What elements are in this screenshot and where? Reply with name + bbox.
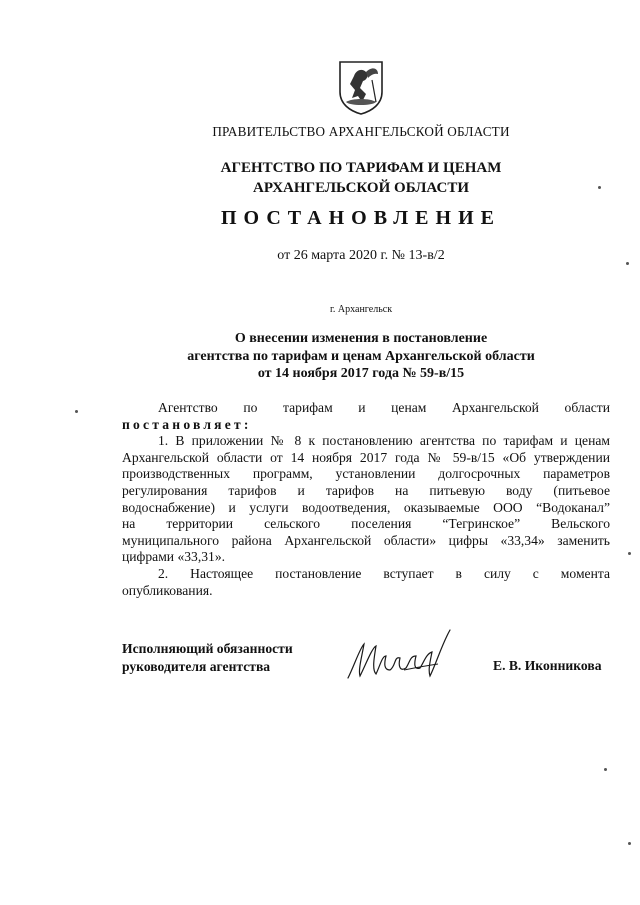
document-subject (0, 330, 640, 383)
p1-line: 1. В приложении № 8 к постановлению агентства по тарифам и ценам (158, 433, 610, 449)
subject-line2: агентства по тарифам и ценам Архангельской области (187, 348, 535, 364)
document-date-number: от 26 марта 2020 г. № 13-в/2 (277, 248, 445, 263)
signatory-position-line2: руководителя агентства (122, 659, 271, 674)
signatory-position-line1: Исполняющий обязанности (122, 641, 293, 656)
document-body (122, 400, 610, 599)
scan-speck (604, 768, 607, 771)
body-intro: Агентство по тарифам и ценам Архангельской области (158, 400, 610, 415)
agency-title-line2: АРХАНГЕЛЬСКОЙ ОБЛАСТИ (253, 180, 469, 196)
scan-speck (626, 262, 629, 265)
p1-line: водоснабжение) и услуги водоотведения, оказываемые ООО “Водоканал” (122, 499, 610, 515)
scan-speck (598, 186, 601, 189)
p1-line: цифрами «33,31». (122, 549, 226, 565)
subject-line3: от 14 ноября 2017 года № 59-в/15 (257, 366, 465, 381)
document-city: г. Архангельск (329, 304, 393, 315)
p1-line: муниципального района Архангельской области» цифры «33,34» заменить (122, 532, 610, 548)
coat-of-arms-icon (336, 58, 386, 116)
scan-speck (75, 410, 78, 413)
p1-line: Архангельской области от 14 ноября 2017 года № 59-в/15 «Об утверждении (122, 449, 610, 465)
handwritten-signature (344, 626, 456, 688)
document-kind: ПОСТАНОВЛЕНИЕ (221, 207, 501, 229)
government-title: ПРАВИТЕЛЬСТВО АРХАНГЕЛЬСКОЙ ОБЛАСТИ (212, 124, 510, 139)
body-resolves: постановляет: (122, 416, 252, 432)
p1-line: производственных программ, установлении долгосрочных параметров (122, 466, 610, 482)
scan-speck (628, 552, 631, 555)
agency-title (0, 158, 640, 198)
signatory-position (122, 640, 293, 676)
p1-line: регулирования тарифов и тарифов на питьевую воду (питьевое (122, 482, 610, 498)
scan-speck (628, 842, 631, 845)
signatory-name: Е. В. Иконникова (493, 658, 602, 673)
subject-line1: О внесении изменения в постановление (234, 331, 488, 346)
p2-line: опубликования. (122, 582, 213, 598)
p2-line: 2. Настоящее постановление вступает в силу с момента (158, 565, 610, 581)
p1-line: на территории сельского поселения “Тегринское” Вельского (122, 516, 610, 532)
agency-title-line1: АГЕНТСТВО ПО ТАРИФАМ И ЦЕНАМ (220, 160, 502, 176)
